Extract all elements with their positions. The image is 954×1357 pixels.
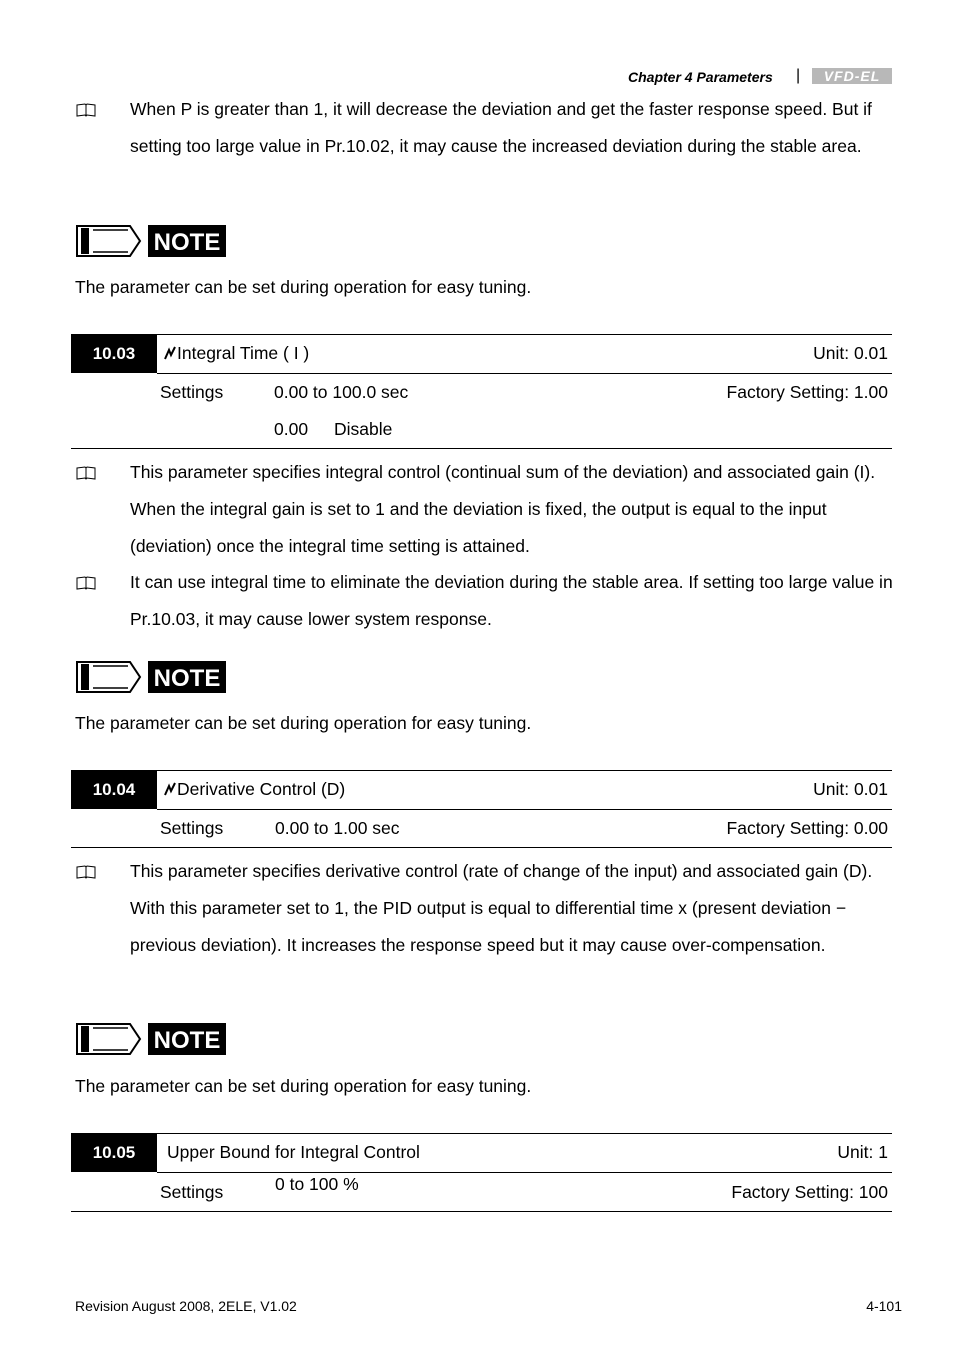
book-icon [76,103,96,117]
settings-label: Settings [160,382,224,402]
settings-label: Settings [160,818,224,838]
note-pencil-icon [76,224,228,258]
option-value: 0.00 [274,419,309,439]
note-text: The parameter can be set during operation for easy tuning. [75,277,532,297]
adjustable-during-run-icon [163,346,177,360]
note-label: NOTE [153,665,221,692]
bullet-text: This parameter specifies derivative control (rate of change of the input) and associated gain (D). With this parameter set to 1, the PID output is equal to differential time x (present deviation − previous deviation). It increases the response speed but it may cause over-compensation. [130,861,873,955]
param-id: 10.04 [71,770,157,809]
param-table-10-03 [71,334,892,450]
note-text: The parameter can be set during operation for easy tuning. [75,1076,532,1096]
param-unit: Unit: 0.01 [813,343,888,363]
header-separator: | [796,67,801,84]
note-text: The parameter can be set during operation for easy tuning. [75,713,532,733]
chapter-title: Chapter 4 Parameters [628,69,773,85]
note-label: NOTE [153,229,221,256]
param-id: 10.03 [71,334,157,373]
param-table-10-05 [71,1133,892,1213]
note-pencil-icon [76,1022,228,1056]
bullet-text: It can use integral time to eliminate the deviation during the stable area. If setting too large value in Pr.10.03, it may cause lower system response. [130,572,893,629]
factory-setting: Factory Setting: 100 [731,1182,888,1202]
revision-text: Revision August 2008, 2ELE, V1.02 [75,1298,297,1314]
bullet-text: This parameter specifies integral control (continual sum of the deviation) and associated gain (I). When the integral gain is set to 1 and the deviation is fixed, the output is equal to the input (deviation) once the integral time setting is attained. [130,462,876,556]
note-label: NOTE [153,1027,221,1054]
param-table-10-04 [71,770,892,850]
settings-range: 0.00 to 1.00 sec [275,818,400,838]
page-number: 4-101 [866,1298,902,1314]
adjustable-during-run-icon [163,782,177,796]
param-unit: Unit: 1 [837,1142,888,1162]
option-description: Disable [334,419,393,439]
param-unit: Unit: 0.01 [813,779,888,799]
param-id: 10.05 [71,1133,157,1172]
book-icon [76,865,96,879]
vfd-el-logo: VFD-EL [812,68,892,84]
note-pencil-icon [76,660,228,694]
book-icon [76,576,96,590]
param-title: Derivative Control (D) [163,779,345,800]
book-icon [76,466,96,480]
settings-label: Settings [160,1182,224,1202]
factory-setting: Factory Setting: 0.00 [726,818,888,838]
settings-range: 0 to 100 % [275,1174,359,1194]
param-title: Upper Bound for Integral Control [167,1142,420,1162]
intro-text: When P is greater than 1, it will decrease the deviation and get the faster response speed. But if setting too large value in Pr.10.02, it may cause the increased deviation during the stable area. [130,99,872,156]
settings-range: 0.00 to 100.0 sec [274,382,409,402]
param-title: Integral Time ( I ) [163,343,309,364]
factory-setting: Factory Setting: 1.00 [726,382,888,402]
